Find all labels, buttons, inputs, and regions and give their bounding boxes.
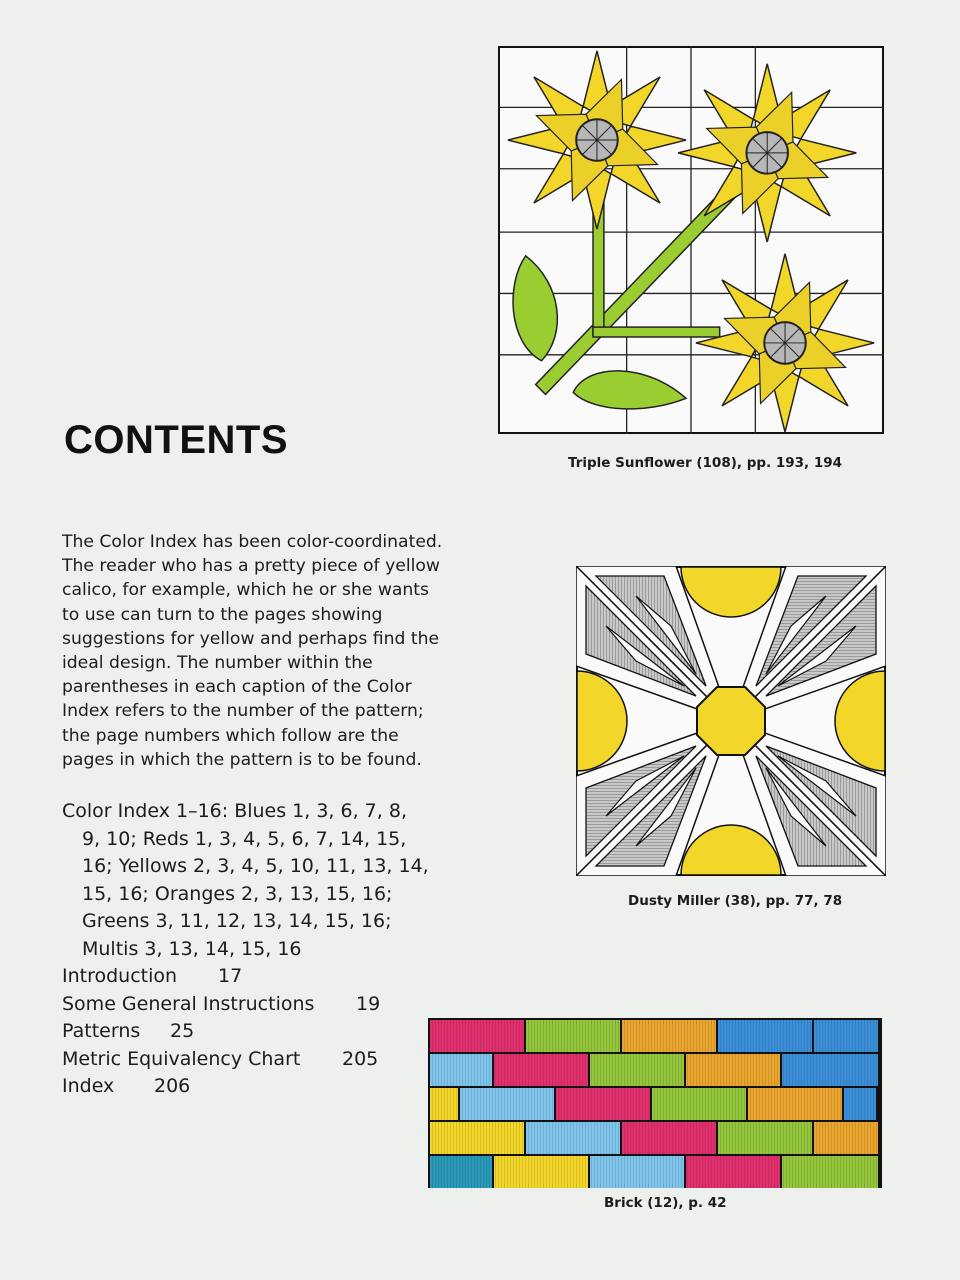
- toc-entry-label: Metric Equivalency Chart: [62, 1047, 301, 1070]
- toc-entry-patterns: [62, 1018, 482, 1046]
- brick-texture: [494, 1156, 588, 1188]
- brick-texture: [782, 1156, 878, 1188]
- brick-texture: [526, 1020, 620, 1052]
- dusty-miller-illustration: [576, 566, 886, 876]
- brick-texture: [430, 1054, 492, 1086]
- brick-texture: [430, 1020, 524, 1052]
- intro-line: ideal design. The number within the: [62, 653, 373, 674]
- toc-entry-label: Patterns: [62, 1020, 141, 1042]
- brick-texture: [430, 1088, 458, 1120]
- intro-line: to use can turn to the pages showing: [62, 604, 383, 625]
- brick-texture: [782, 1054, 878, 1086]
- toc-entry-general-instructions: [62, 991, 482, 1019]
- toc-entry-page: 19: [356, 992, 381, 1015]
- brick-illustration: [428, 1018, 882, 1188]
- brick-texture: [718, 1122, 812, 1154]
- brick-texture: [686, 1054, 780, 1086]
- brick-texture: [430, 1156, 492, 1188]
- brick-texture: [622, 1122, 716, 1154]
- brick-texture: [494, 1054, 588, 1086]
- brick-texture: [748, 1088, 842, 1120]
- toc-entry-page: 17: [218, 965, 243, 987]
- brick-texture: [814, 1020, 878, 1052]
- color-index-line: 15, 16; Oranges 2, 3, 13, 15, 16;: [82, 882, 393, 905]
- intro-line: calico, for example, which he or she wants: [62, 580, 429, 601]
- table-of-contents: [62, 798, 482, 1101]
- sunflower-caption: Triple Sunflower (108), pp. 193, 194: [568, 455, 843, 471]
- intro-line: The reader who has a pretty piece of yellow: [62, 556, 440, 577]
- brick-texture: [686, 1156, 780, 1188]
- color-index-line: Multis 3, 13, 14, 15, 16: [82, 937, 302, 960]
- intro-line: Index refers to the number of the pattern;: [62, 701, 424, 722]
- color-index-line: 16; Yellows 2, 3, 4, 5, 10, 11, 13, 14,: [82, 855, 429, 877]
- toc-entry-label: Some General Instructions: [62, 992, 315, 1015]
- toc-entry-page: 206: [154, 1075, 191, 1097]
- dusty-miller-caption: Dusty Miller (38), pp. 77, 78: [628, 893, 843, 909]
- brick-texture: [526, 1122, 620, 1154]
- triple-sunflower-illustration: [498, 44, 884, 436]
- intro-line: suggestions for yellow and perhaps find the: [62, 628, 440, 649]
- intro-paragraph: [62, 530, 482, 772]
- brick-caption: Brick (12), p. 42: [604, 1195, 727, 1211]
- intro-line: the page numbers which follow are the: [62, 725, 399, 746]
- brick-texture: [590, 1054, 684, 1086]
- color-index-line: Greens 3, 11, 12, 13, 14, 15, 16;: [82, 910, 392, 932]
- toc-entry-metric-chart: [62, 1046, 482, 1074]
- brick-texture: [814, 1122, 878, 1154]
- toc-entry-introduction: [62, 963, 482, 991]
- brick-texture: [622, 1020, 716, 1052]
- toc-entry-label: Index: [62, 1075, 115, 1097]
- brick-texture: [460, 1088, 554, 1120]
- toc-entry-index: [62, 1073, 482, 1101]
- intro-line: The Color Index has been color-coordinated.: [62, 532, 443, 552]
- intro-line: pages in which the pattern is to be found.: [62, 749, 422, 770]
- toc-entry-page: 25: [170, 1020, 195, 1042]
- brick-texture: [718, 1020, 812, 1052]
- brick-texture: [652, 1088, 746, 1120]
- brick-texture: [844, 1088, 876, 1120]
- brick-texture: [430, 1122, 524, 1154]
- brick-texture: [590, 1156, 684, 1188]
- brick-texture: [556, 1088, 650, 1120]
- color-index-line: Color Index 1–16: Blues 1, 3, 6, 7, 8,: [62, 800, 407, 822]
- color-index-line: 9, 10; Reds 1, 3, 4, 5, 6, 7, 14, 15,: [82, 827, 407, 850]
- intro-line: parentheses in each caption of the Color: [62, 677, 412, 698]
- toc-entry-page: 205: [342, 1047, 379, 1070]
- page-title: CONTENTS: [64, 418, 288, 462]
- toc-entry-label: Introduction: [62, 965, 178, 987]
